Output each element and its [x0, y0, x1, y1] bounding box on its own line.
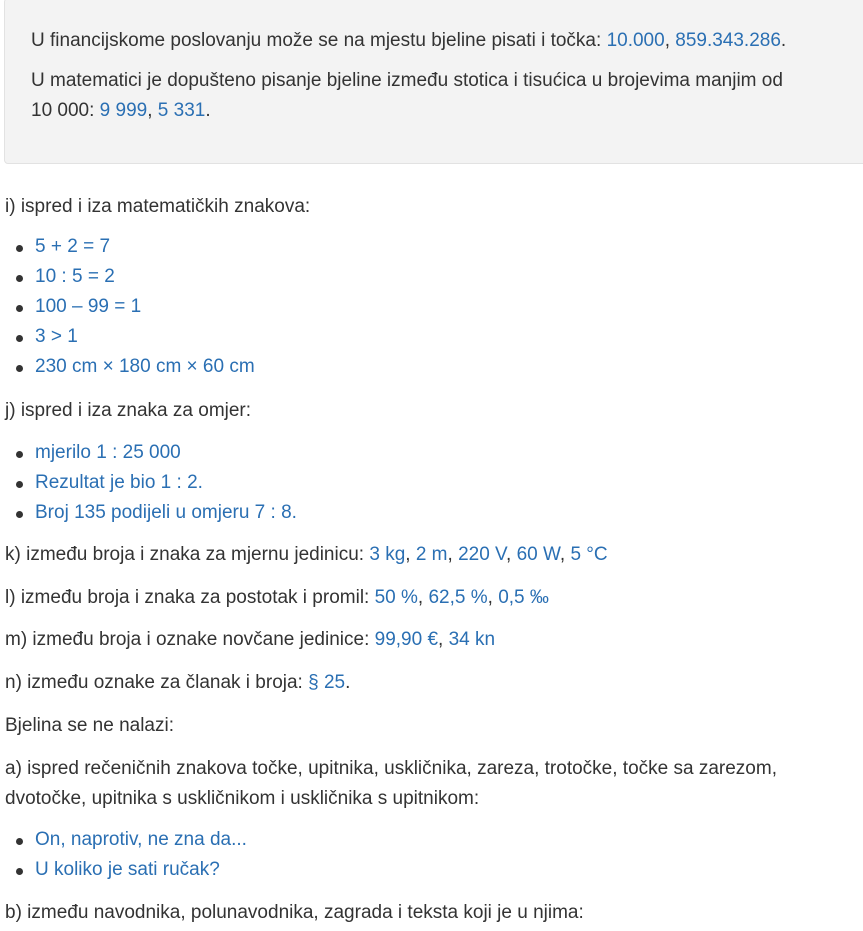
bullet-icon — [16, 481, 23, 488]
section-l-text: l) između broja i znaka za postotak i promil: — [5, 587, 375, 608]
bullet-icon — [16, 335, 23, 342]
example-link[interactable]: 0,5 ‰ — [498, 587, 549, 608]
example-text: 3 > 1 — [35, 326, 78, 347]
bullet-icon — [16, 511, 23, 518]
list-item[interactable] — [15, 232, 255, 262]
example-link[interactable]: 5 331 — [157, 100, 206, 121]
section-m-text: m) između broja i oznake novčane jedinice: — [5, 629, 375, 650]
no-space-heading: Bjelina se ne nalazi: — [5, 715, 174, 736]
bullet-icon — [16, 838, 23, 845]
note-text: U financijskome poslovanju može se na mjestu bjeline pisati i točka: — [31, 30, 607, 51]
example-link[interactable]: 5 °C — [570, 544, 608, 565]
example-text: U koliko je sati ručak? — [35, 859, 220, 880]
example-text: Rezultat je bio 1 : 2. — [35, 472, 203, 493]
section-i-list — [15, 232, 255, 382]
note-text: U matematici je dopušteno pisanje bjeline između stotica i tisućica u brojevima manjim od — [31, 70, 783, 91]
example-text: 230 cm × 180 cm × 60 cm — [35, 356, 255, 377]
example-link[interactable]: 34 kn — [448, 629, 496, 650]
section-k: k) između broja i znaka za mjernu jedinicu: 3 kg, 2 m, 220 V, 60 W, 5 °C — [5, 544, 608, 565]
section-l: l) između broja i znaka za postotak i promil: 50 %, 62,5 %, 0,5 ‰ — [5, 587, 549, 608]
example-text: 100 – 99 = 1 — [35, 296, 142, 317]
list-item[interactable] — [15, 352, 255, 382]
list-item[interactable] — [15, 262, 255, 292]
section-n: n) između oznake za članak i broja: § 25. — [5, 672, 351, 693]
bullet-icon — [16, 451, 23, 458]
example-text: 10 : 5 = 2 — [35, 266, 115, 287]
section-k-text: k) između broja i znaka za mjernu jedinicu: — [5, 544, 370, 565]
list-item[interactable] — [15, 498, 297, 528]
bullet-icon — [16, 245, 23, 252]
section-j-heading: j) ispred i iza znaka za omjer: — [5, 400, 252, 421]
example-link[interactable]: 50 % — [374, 587, 418, 608]
note-text: 10 000: — [31, 100, 100, 121]
example-link[interactable]: 99,90 € — [374, 629, 439, 650]
list-item[interactable] — [15, 855, 247, 885]
section-a-list — [15, 825, 247, 885]
section-a-text: dvotočke, upitnika s uskličnikom i uskličnika s upitnikom: — [5, 788, 480, 809]
note-paragraph-financial: U financijskome poslovanju može se na mjestu bjeline pisati i točka: 10.000, 859.343.286. — [31, 30, 787, 51]
section-m: m) između broja i oznake novčane jedinice: 99,90 €, 34 kn — [5, 629, 496, 650]
note-paragraph-math: U matematici je dopušteno pisanje bjeline između stotica i tisućica u brojevima manjim od 10 000: 9 999, 5 331. — [31, 70, 783, 121]
example-link[interactable]: 3 kg — [369, 544, 406, 565]
section-i-heading: i) ispred i iza matematičkih znakova: — [5, 196, 311, 217]
section-a-text: a) ispred rečeničnih znakova točke, upitnika, uskličnika, zareza, trotočke, točke sa zarezom, — [5, 758, 777, 779]
list-item[interactable] — [15, 322, 255, 352]
example-link[interactable]: 859.343.286 — [675, 30, 781, 51]
section-b: b) između navodnika, polunavodnika, zagrada i teksta koji je u njima: — [5, 902, 584, 923]
example-link[interactable]: 2 m — [415, 544, 448, 565]
bullet-icon — [16, 365, 23, 372]
example-text: Broj 135 podijeli u omjeru 7 : 8. — [35, 502, 297, 523]
bullet-icon — [16, 305, 23, 312]
list-item[interactable] — [15, 438, 297, 468]
example-link[interactable]: 62,5 % — [428, 587, 488, 608]
list-item[interactable] — [15, 468, 297, 498]
bullet-icon — [16, 275, 23, 282]
example-link[interactable]: § 25 — [308, 672, 346, 693]
note-box — [4, 0, 863, 164]
bullet-icon — [16, 868, 23, 875]
example-text: On, naprotiv, ne zna da... — [35, 829, 247, 850]
list-item[interactable] — [15, 825, 247, 855]
section-a — [5, 754, 777, 814]
example-text: 5 + 2 = 7 — [35, 236, 111, 257]
list-item[interactable] — [15, 292, 255, 322]
example-link[interactable]: 9 999 — [99, 100, 148, 121]
example-link[interactable]: 220 V — [458, 544, 506, 565]
example-link[interactable]: 60 W — [516, 544, 560, 565]
section-j-list — [15, 438, 297, 528]
example-link[interactable]: 10.000 — [606, 30, 665, 51]
example-text: mjerilo 1 : 25 000 — [35, 442, 181, 463]
section-n-text: n) između oznake za članak i broja: — [5, 672, 309, 693]
